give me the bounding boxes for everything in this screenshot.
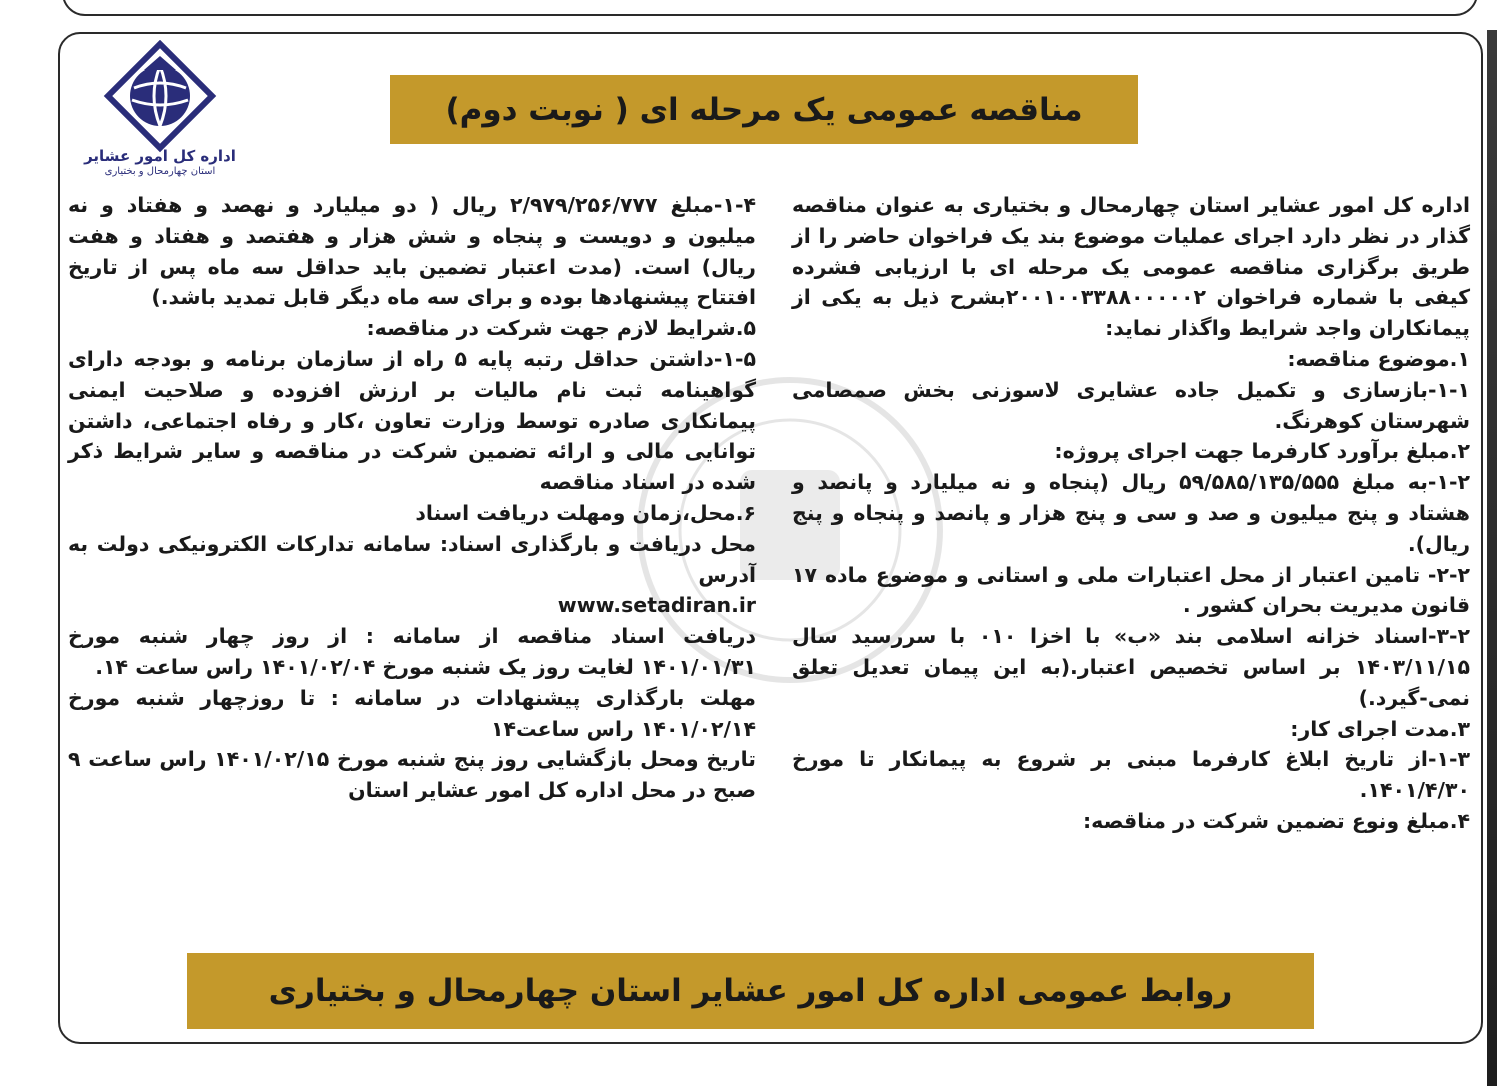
section-5-1: ۱-۵-داشتن حداقل رتبه پایه ۵ راه از سازمان برنامه و بودجه دارای گواهینامه ثبت نام مالیات بر ارزش افزوده و صلاحیت ایمنی پیمانکاری صادره توسط وزارت تعاون ،کار و رفاه اجتماعی، داشتن توانایی مالی و ارائه تضمین شرکت در مناقصه و سایر شرایط ذکر شده در اسناد مناقصه: [68, 346, 756, 495]
public-relations-banner: [187, 953, 1314, 1029]
section-2-3: ۳-۲-اسناد خزانه اسلامی بند «ب» با اخزا ۰۱۰ با سررسید سال ۱۴۰۳/۱۱/۱۵ بر اساس تخصیص اعتبار.(به این پیمان تعدیل تعلق نمی-گیرد.): [792, 624, 1470, 710]
tender-title: مناقصه عمومی یک مرحله ای ( نوبت دوم): [445, 91, 1083, 128]
section-4-heading: ۴.مبلغ ونوع تضمین شرکت در مناقصه:: [1082, 808, 1470, 833]
documents-location: محل دریافت و بارگذاری اسناد: سامانه تدارکات الکترونیکی دولت به آدرس: [68, 531, 756, 587]
setad-url-line: [68, 590, 756, 621]
section-6-heading: ۶.محل،زمان ومهلت دریافت اسناد: [415, 500, 756, 525]
right-column: [792, 190, 1470, 837]
section-2-1: ۱-۲-به مبلغ ۵۹/۵۸۵/۱۳۵/۵۵۵ ریال (پنجاه و نه میلیارد و پانصد و هشتاد و پنج میلیون و صد و سی و پنج هزار و پانصد و پنجاه و پنج ریال).: [792, 470, 1470, 556]
section-2-2: ۲-۲- تامین اعتبار از محل اعتبارات ملی و استانی و موضوع ماده ۱۷ قانون مدیریت بحران کشور .: [792, 562, 1470, 618]
intro-paragraph: اداره کل امور عشایر استان چهارمحال و بختیاری به عنوان مناقصه گذار در نظر دارد اجرای عملیات موضوع بند یک فراخوان حاضر را از طریق برگزاری مناقصه عمومی یک مرحله ای با ارزیابی فشرده کیفی با شماره فراخوان ۲۰۰۱۰۰۳۳۸۸۰۰۰۰۰۲بشرح ذیل به یکی از پیمانکاران واجد شرایط واگذار نماید:: [792, 193, 1470, 341]
section-4-1: ۱-۴-مبلغ ۲/۹۷۹/۲۵۶/۷۷۷ ریال ( دو میلیارد و نهصد و هفتاد و نه میلیون و دویست و پنجاه و شش هزار و هفتصد و هفتاد و هفت ریال) است. (مدت اعتبار تضمین باید حداقل سه ماه پس از تاریخ افتتاح پیشنهادها بوده و برای سه ماه دیگر قابل تمدید باشد.): [68, 193, 756, 310]
previous-ad-border: [62, 0, 1478, 16]
page-edge-strip: [1487, 30, 1497, 1086]
section-1-heading: ۱.موضوع مناقصه:: [1287, 346, 1470, 371]
submission-deadline: مهلت بارگذاری پیشنهادات در سامانه : تا روزچهار شنبه مورخ ۱۴۰۱/۰۲/۱۴ راس ساعت۱۴: [68, 685, 756, 741]
section-5-heading: ۵.شرایط لازم جهت شرکت در مناقصه:: [366, 316, 756, 341]
section-3-heading: ۳.مدت اجرای کار:: [1290, 716, 1470, 741]
public-relations-text: روابط عمومی اداره کل امور عشایر استان چهارمحال و بختیاری: [268, 973, 1233, 1009]
logo-subtitle: استان چهارمحال و بختیاری: [104, 166, 216, 177]
document-receipt-dates: دریافت اسناد مناقصه از سامانه : از روز چهار شنبه مورخ ۱۴۰۱/۰۱/۳۱ لغایت روز یک شنبه مورخ ۱۴۰۱/۰۲/۰۴ راس ساعت ۱۴.: [68, 624, 756, 679]
left-column: [68, 190, 756, 806]
setad-url-link[interactable]: www.setadiran.ir: [557, 593, 756, 618]
section-1-1: ۱-۱-بازسازی و تکمیل جاده عشایری لاسوزنی بخش صمصامی شهرستان کوهرنگ.: [792, 377, 1470, 433]
section-2-heading: ۲.مبلغ برآورد کارفرما جهت اجرای پروژه:: [1054, 439, 1470, 464]
logo-title: اداره کل امور عشایر: [84, 147, 236, 165]
opening-date-location: تاریخ ومحل بازگشایی روز پنج شنبه مورخ ۱۴۰۱/۰۲/۱۵ راس ساعت ۹ صبح در محل اداره کل امور عشایر استان: [68, 747, 756, 803]
tender-title-banner: [390, 75, 1138, 144]
section-3-1: ۱-۳-از تاریخ ابلاغ کارفرما مبنی بر شروع به پیمانکار تا مورخ ۱۴۰۱/۴/۳۰.: [792, 747, 1470, 803]
